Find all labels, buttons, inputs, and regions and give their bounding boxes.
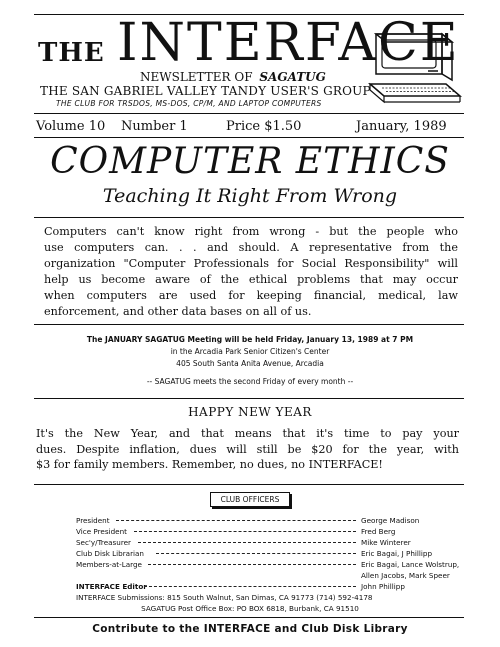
new-year-line: dues. Despite inflation, dues will still be $20 for the year, with: [36, 442, 459, 456]
club-subtitle: THE CLUB FOR TRSDOS, MS-DOS, CP/M, AND LAPTOP COMPUTERS: [56, 99, 322, 108]
po-box-line: SAGATUG Post Office Box: PO BOX 6818, Burbank, CA 91510: [141, 604, 359, 613]
article-top-rule: [34, 217, 464, 218]
masthead-the: THE: [38, 38, 105, 68]
meeting-bottom-rule: [34, 398, 464, 399]
leader-dots: [134, 531, 356, 532]
masthead-title: INTERFACE: [117, 13, 460, 73]
org-name: SAGATUG: [259, 70, 326, 84]
meeting-line-2: in the Arcadia Park Senior Citizen's Center: [170, 347, 330, 356]
meeting-info: [0, 334, 500, 388]
officer-role: Club Disk Librarian: [76, 549, 144, 558]
officer-row-disk-librarian: [76, 548, 471, 559]
newsletter-of-label: NEWSLETTER OF: [140, 70, 253, 84]
issue-volume: Volume 10: [36, 119, 106, 134]
masthead-bottom-rule: [34, 113, 464, 114]
officers-heading: CLUB OFFICERS: [220, 495, 280, 504]
officer-role: Members-at-Large: [76, 560, 142, 569]
computer-illustration: [368, 28, 464, 108]
leader-dots: [144, 586, 356, 587]
issue-date: January, 1989: [356, 119, 447, 134]
officer-role: Vice President: [76, 527, 127, 536]
footer-text: Contribute to the INTERFACE and Club Disk Library: [92, 623, 408, 635]
officer-role: Sec'y/Treasurer: [76, 538, 132, 547]
officers-top-rule: [34, 484, 464, 485]
officer-name: Eric Bagai, Lance Wolstrup,: [361, 560, 460, 569]
officer-name: Allen Jacobs, Mark Speer: [361, 571, 450, 580]
leader-dots: [148, 564, 356, 565]
subheadline: Teaching It Right From Wrong: [102, 185, 398, 207]
officer-row-president: [76, 515, 471, 526]
issue-price: Price $1.50: [226, 119, 302, 134]
meeting-line-1: The JANUARY SAGATUG Meeting will be held Friday, January 13, 1989 at 7 PM: [86, 335, 414, 344]
new-year-body: [36, 426, 459, 473]
officers-heading-box: [210, 492, 290, 507]
article-line: enforcement, and other data bases on all of us.: [44, 305, 312, 318]
meeting-line-3: 405 South Santa Anita Avenue, Arcadia: [176, 359, 324, 368]
leader-dots: [116, 520, 356, 521]
meeting-top-rule: [34, 324, 464, 325]
headline: COMPUTER ETHICS: [50, 141, 450, 182]
new-year-line: It's the New Year, and that means that it's time to pay your: [36, 427, 459, 440]
meeting-line-4: -- SAGATUG meets the second Friday of every month --: [146, 377, 354, 386]
issue-number: Number 1: [121, 119, 188, 134]
officer-name: Mike Winterer: [361, 538, 411, 547]
officer-row-vice-president: [76, 526, 471, 537]
issue-line-rule: [34, 137, 464, 138]
article-line: organization "Computer Professionals for Social Responsibility" will: [44, 257, 458, 270]
article-line: help us become aware of the ethical problems that may occur: [44, 273, 458, 286]
group-name: THE SAN GABRIEL VALLEY TANDY USER'S GROUP: [40, 84, 371, 98]
article-body: [44, 224, 458, 320]
new-year-heading: HAPPY NEW YEAR: [188, 405, 312, 419]
officer-row-treasurer: [76, 537, 471, 548]
newsletter-of: [140, 70, 326, 84]
article-line: Computers can't know right from wrong - but the people who: [44, 225, 458, 238]
footer-rule: [34, 617, 464, 618]
officer-name: George Madison: [361, 516, 420, 525]
article-line: use computers can. . . and should. A representative from the: [44, 241, 458, 254]
submissions-line: INTERFACE Submissions: 815 South Walnut, San Dimas, CA 91773 (714) 592-4178: [76, 593, 373, 602]
article-line: when computers are used for keeping financial, medical, law: [44, 289, 458, 302]
officer-role: President: [76, 516, 110, 525]
officer-name: John Phillipp: [361, 582, 405, 591]
leader-dots: [138, 542, 356, 543]
leader-dots: [156, 553, 356, 554]
officer-name: Fred Berg: [361, 527, 396, 536]
new-year-line: $3 for family members. Remember, no dues, no INTERFACE!: [36, 458, 383, 471]
officer-row-editor: [76, 581, 471, 592]
officer-row-members-at-large: [76, 559, 471, 570]
officer-name: Eric Bagai, J Phillipp: [361, 549, 433, 558]
officer-row-members-at-large-cont: [76, 570, 471, 581]
officer-role: INTERFACE Editor: [76, 582, 147, 591]
